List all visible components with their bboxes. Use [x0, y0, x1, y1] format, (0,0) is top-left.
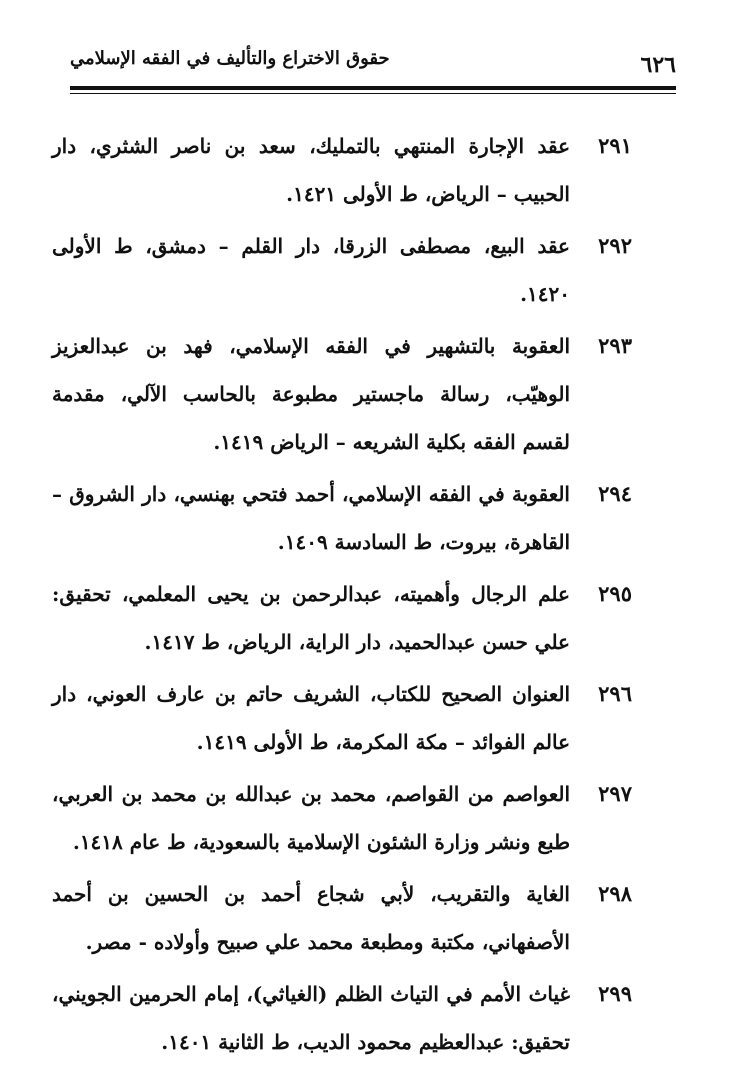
bibliography-list — [52, 122, 632, 1070]
entry-text: علم الرجال وأهميته، عبدالرحمن بن يحيى المعلمي، تحقيق: علي حسن عبدالحميد، دار الراية، الرياض، ط ١٤١٧. — [52, 582, 570, 654]
bibliography-entry — [52, 570, 632, 666]
entry-number: ٢٩٨ — [598, 881, 632, 906]
bibliography-entry — [52, 122, 632, 218]
header-rule-thick — [70, 86, 676, 90]
header-rule-thin — [70, 93, 676, 94]
entry-text: الغاية والتقريب، لأبي شجاع أحمد بن الحسين بن أحمد الأصفهاني، مكتبة ومطبعة محمد علي صبيح وأولاده - مصر. — [52, 882, 570, 954]
entry-text: العقوبة بالتشهير في الفقه الإسلامي، فهد بن عبدالعزيز الوهيّب، رسالة ماجستير مطبوعة بالحاسب الآلي، مقدمة لقسم الفقه بكلية الشريعه – الرياض ١٤١٩. — [52, 334, 570, 454]
entry-number: ٢٩٦ — [598, 681, 632, 706]
entry-text: عقد البيع، مصطفى الزرقا، دار القلم – دمشق، ط الأولى ١٤٢٠. — [52, 234, 570, 306]
entry-number: ٢٩٤ — [598, 481, 632, 506]
entry-number: ٢٩٢ — [598, 233, 632, 258]
entry-number: ٢٩١ — [598, 133, 632, 158]
entry-text: العنوان الصحيح للكتاب، الشريف حاتم بن عارف العوني، دار عالم الفوائد – مكة المكرمة، ط الأولى ١٤١٩. — [52, 682, 570, 754]
entry-text: العواصم من القواصم، محمد بن عبدالله بن محمد بن العربي، طبع ونشر وزارة الشئون الإسلامية بالسعودية، ط عام ١٤١٨. — [52, 782, 570, 854]
entry-number: ٢٩٣ — [598, 333, 632, 358]
entry-number: ٢٩٩ — [598, 981, 632, 1006]
page-number: ٦٢٦ — [640, 52, 676, 78]
bibliography-entry — [52, 770, 632, 866]
bibliography-entry — [52, 870, 632, 966]
running-title: حقوق الاختراع والتأليف في الفقه الإسلامي — [70, 48, 390, 69]
bibliography-entry — [52, 970, 632, 1066]
entry-number: ٢٩٧ — [598, 781, 632, 806]
entry-text: عقد الإجارة المنتهي بالتمليك، سعد بن ناصر الشثري، دار الحبيب – الرياض، ط الأولى ١٤٢١. — [52, 134, 570, 206]
entry-text: غياث الأمم في التياث الظلم (الغياثي)، إمام الحرمين الجويني، تحقيق: عبدالعظيم محمود الديب، ط الثانية ١٤٠١. — [52, 982, 570, 1054]
page-header — [70, 44, 676, 80]
bibliography-entry — [52, 222, 632, 318]
bibliography-entry — [52, 670, 632, 766]
bibliography-entry — [52, 470, 632, 566]
bibliography-entry — [52, 322, 632, 466]
entry-text: العقوبة في الفقه الإسلامي، أحمد فتحي بهنسي، دار الشروق – القاهرة، بيروت، ط السادسة ١٤٠٩. — [52, 482, 570, 554]
entry-number: ٢٩٥ — [598, 581, 632, 606]
